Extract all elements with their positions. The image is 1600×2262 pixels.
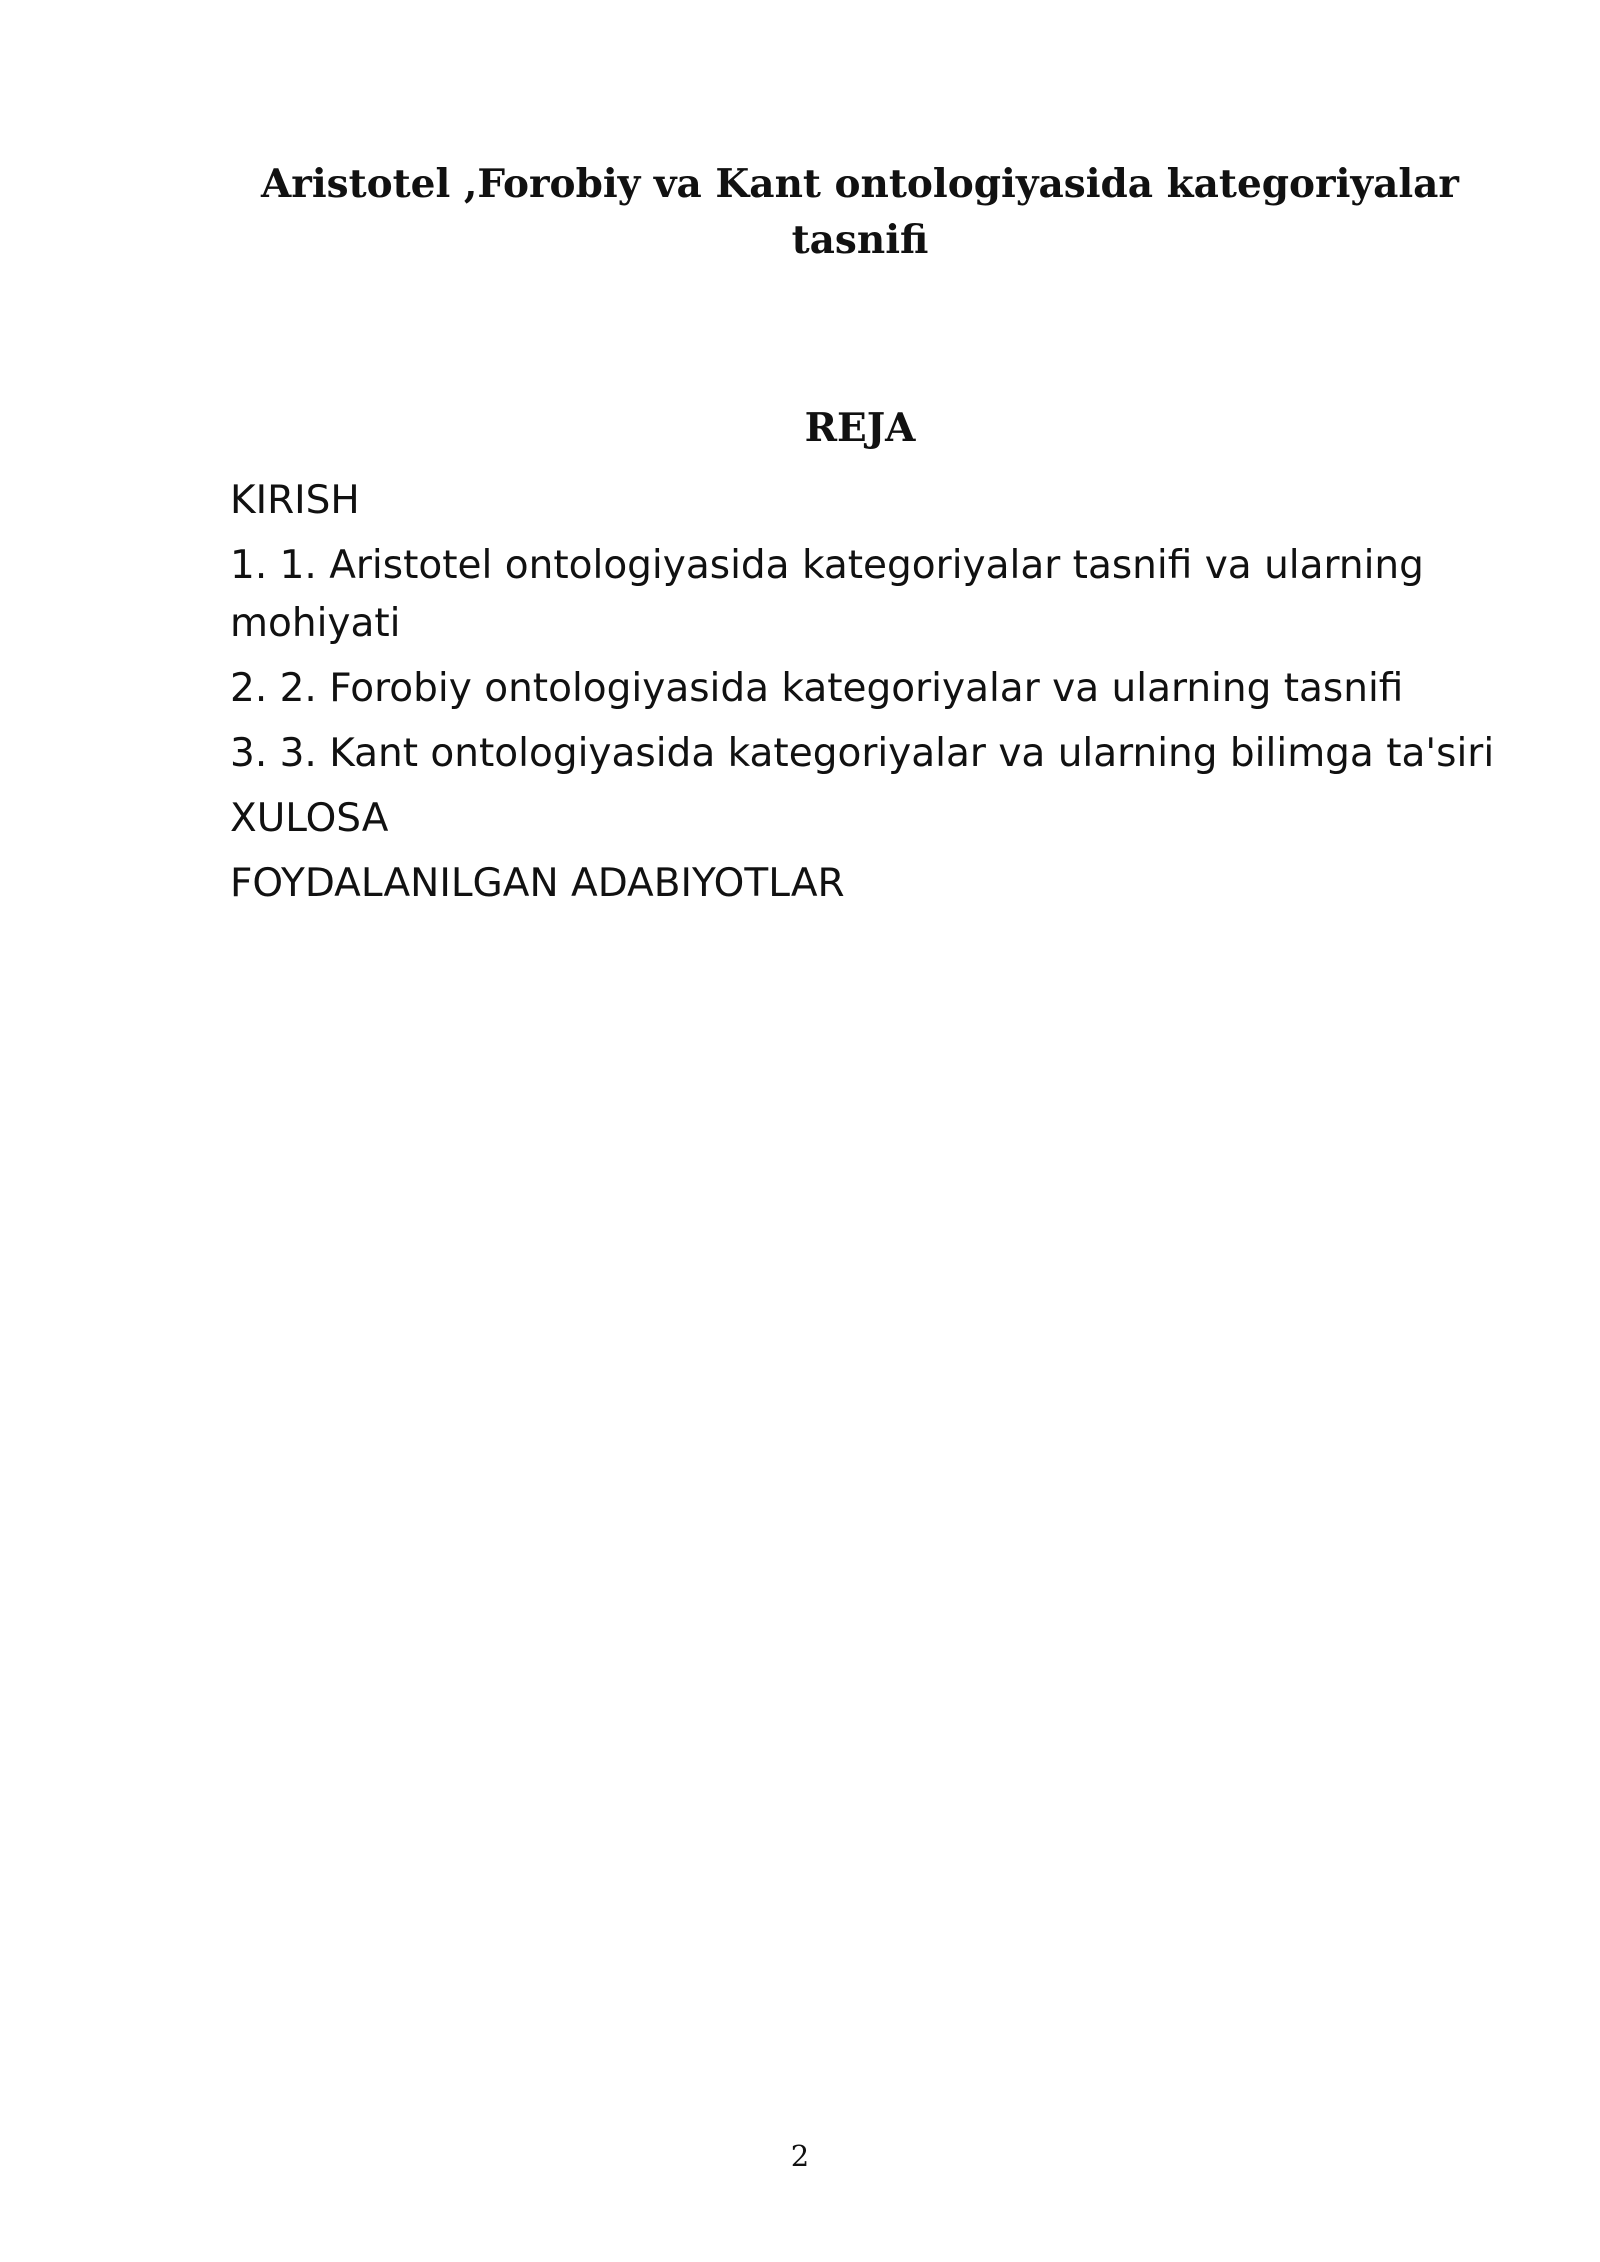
plan-item-introduction: KIRISH bbox=[230, 478, 360, 523]
plan-list bbox=[230, 472, 1530, 920]
plan-heading: REJA bbox=[804, 405, 916, 451]
document-title: Aristotel ,Forobiy va Kant ontologiyasida kategoriyalar tasnifi bbox=[261, 161, 1459, 263]
plan-item-farabi: 2. 2. Forobiy ontologiyasida kategoriyalar va ularning tasnifi bbox=[230, 666, 1404, 711]
page-number: 2 bbox=[790, 2139, 810, 2173]
plan-item-aristotle: 1. 1. Aristotel ontologiyasida kategoriyalar tasnifi va ularning mohiyati bbox=[230, 543, 1424, 646]
plan-item-conclusion: XULOSA bbox=[230, 796, 389, 841]
plan-item-references: FOYDALANILGAN ADABIYOTLAR bbox=[230, 861, 845, 906]
plan-item-kant: 3. 3. Kant ontologiyasida kategoriyalar va ularning bilimga ta'siri bbox=[230, 731, 1495, 776]
